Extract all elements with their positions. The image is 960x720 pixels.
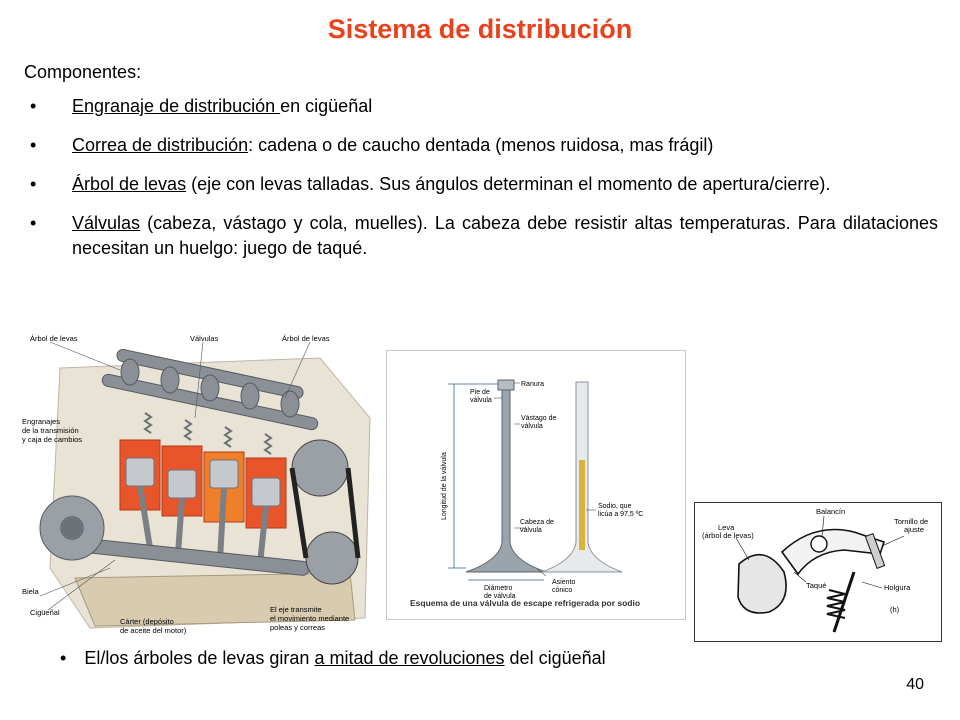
list-item bbox=[26, 94, 938, 119]
bullet-dot: • bbox=[30, 96, 37, 116]
description-text: (cabeza, vástago y cola, muelles). La cabeza debe resistir altas temperaturas. Para dilataciones necesitan un huelgo: juego de taqué. bbox=[72, 213, 938, 258]
term-text: Engranaje de distribución bbox=[72, 96, 281, 116]
label-cam-line1: Leva bbox=[718, 523, 735, 532]
description-text: en cigüeñal bbox=[280, 96, 373, 116]
label-diameter-line2: de válvula bbox=[484, 593, 516, 600]
label-screw-line2: ajuste bbox=[904, 525, 925, 534]
label-foot-line1: Pie de bbox=[470, 389, 490, 396]
label-seat-line2: cónico bbox=[552, 587, 573, 594]
list-item bbox=[26, 211, 938, 261]
label-tappet: Taqué bbox=[806, 581, 827, 590]
list-item bbox=[26, 133, 938, 158]
label-axle-line2: el movimiento mediante bbox=[270, 614, 350, 623]
label-stem-line1: Vástago de bbox=[521, 415, 557, 422]
note-text-before: El/los árboles de levas giran bbox=[84, 648, 315, 668]
description-text: : cadena o de caucho dentada (menos ruidosa, mas frágil) bbox=[248, 135, 714, 155]
label-cam-line2: (árbol de levas) bbox=[702, 531, 754, 540]
label-screw-line1: Tornillo de bbox=[894, 517, 929, 526]
label-clearance: Holgura bbox=[884, 583, 911, 592]
label-valves: Válvulas bbox=[190, 334, 219, 343]
label-head-line2: válvula bbox=[520, 527, 542, 534]
components-heading: Componentes: bbox=[24, 62, 142, 82]
bullet-dot: • bbox=[30, 135, 37, 155]
bullet-dot: • bbox=[60, 648, 67, 668]
label-rocker: Balancín bbox=[816, 507, 846, 516]
label-stem-line2: válvula bbox=[521, 423, 543, 430]
page-number: 40 bbox=[906, 676, 924, 693]
label-gears-line1: Engranajes bbox=[22, 417, 60, 426]
label-gears-line3: y caja de cambios bbox=[22, 435, 83, 444]
label-head-line1: Cabeza de bbox=[520, 519, 554, 526]
valve-caption: Esquema de una válvula de escape refrigerada por sodio bbox=[410, 598, 641, 608]
description-text: (eje con levas talladas. Sus ángulos determinan el momento de apertura/cierre). bbox=[186, 174, 831, 194]
label-camshaft-right: Árbol de levas bbox=[282, 334, 330, 343]
label-sump-line2: de aceite del motor) bbox=[120, 626, 187, 635]
label-rod: Biela bbox=[22, 587, 39, 596]
label-h: (h) bbox=[890, 605, 900, 614]
label-length: Longitud de la válvula bbox=[441, 452, 448, 520]
label-seat-line1: Asiento bbox=[552, 579, 576, 586]
valve-diagram-figure bbox=[386, 350, 686, 620]
bullet-dot: • bbox=[30, 213, 37, 233]
bullet-dot: • bbox=[30, 174, 37, 194]
engine-cutaway-figure bbox=[20, 328, 376, 640]
label-axle-line1: El eje transmite bbox=[270, 605, 322, 614]
label-gears-line2: de la transmisión bbox=[22, 426, 79, 435]
component-list bbox=[26, 94, 938, 275]
label-sump-line1: Cárter (depósito bbox=[120, 617, 174, 626]
term-text: Correa de distribución bbox=[72, 135, 249, 155]
note-text-underlined: a mitad de revoluciones bbox=[314, 648, 505, 668]
label-crankshaft: Cigüeñal bbox=[30, 608, 60, 617]
label-foot-line2: válvula bbox=[470, 397, 492, 404]
label-diameter-line1: Diámetro bbox=[484, 585, 513, 592]
list-item bbox=[26, 172, 938, 197]
label-axle-line3: poleas y correas bbox=[270, 623, 326, 632]
page-title: Sistema de distribución bbox=[327, 14, 633, 44]
label-groove: Ranura bbox=[521, 381, 544, 388]
rocker-arm-figure bbox=[694, 502, 942, 642]
note-text-after: del cigüeñal bbox=[504, 648, 606, 668]
label-camshaft-left: Árbol de levas bbox=[30, 334, 78, 343]
term-text: Válvulas bbox=[72, 213, 141, 233]
label-sodium-line1: Sodio, que bbox=[598, 503, 632, 510]
camshaft-speed-note bbox=[60, 648, 606, 669]
term-text: Árbol de levas bbox=[72, 174, 187, 194]
label-sodium-line2: licúa a 97,5 ºC bbox=[598, 511, 644, 518]
